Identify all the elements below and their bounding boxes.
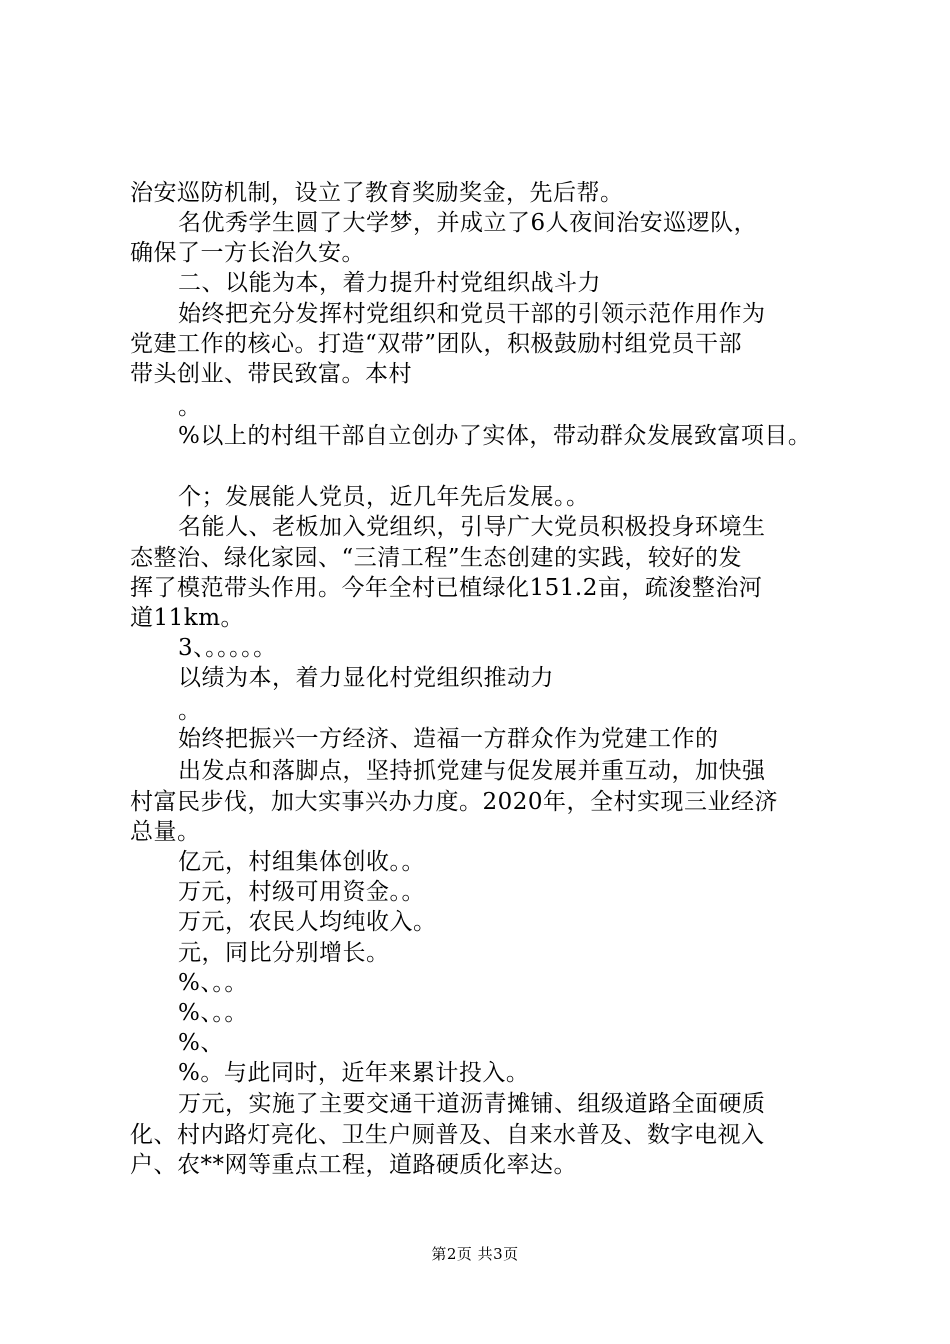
text-line: 挥了模范带头作用。今年全村已植绿化151.2亩，疏浚整治河 — [130, 575, 763, 601]
text-line: 化、村内路灯亮化、卫生户厕普及、自来水普及、数字电视入 — [130, 1122, 765, 1148]
text-line: 带头创业、带民致富。本村 — [130, 361, 412, 387]
text-line: 。 — [178, 698, 202, 724]
text-line: %以上的村组干部自立创办了实体，带动群众发展致富项目。 — [178, 423, 812, 449]
text-line: 3、。。。。。 — [178, 635, 277, 661]
text-line: %、 — [178, 1030, 224, 1056]
section-heading: 二、以能为本，着力提升村党组织战斗力 — [178, 270, 601, 296]
text-line: 名能人、老板加入党组织，引导广大党员积极投身环境生 — [178, 514, 766, 540]
page-footer: 第2页 共3页 — [431, 1245, 519, 1263]
text-line: 名优秀学生圆了大学梦，并成立了6人夜间治安巡逻队， — [178, 210, 758, 236]
text-line: 村富民步伐，加大实事兴办力度。2020年，全村实现三业经济 — [130, 789, 779, 815]
text-line: 元，同比分别增长。 — [178, 940, 390, 966]
text-line: 道11km。 — [130, 605, 245, 631]
text-line: 。 — [178, 394, 202, 420]
text-line: 万元，村级可用资金。。 — [178, 879, 425, 905]
text-line: 万元，实施了主要交通干道沥青摊铺、组级道路全面硬质 — [178, 1091, 766, 1117]
section-heading: 以绩为本，着力显化村党组织推动力 — [178, 665, 554, 691]
text-line: 态整治、绿化家园、“三清工程”生态创建的实践，较好的发 — [130, 545, 743, 571]
text-line: 确保了一方长治久安。 — [130, 240, 365, 266]
text-line: 亿元，村组集体创收。。 — [178, 849, 425, 875]
text-line: %、。。 — [178, 1000, 248, 1026]
text-line: 个；发展能人党员，近几年先后发展。。 — [178, 484, 590, 510]
text-line: 总量。 — [130, 819, 201, 845]
text-line: 户、农**网等重点工程，道路硬质化率达。 — [130, 1152, 577, 1178]
text-line: 万元，农民人均纯收入。 — [178, 909, 437, 935]
text-line: 始终把振兴一方经济、造福一方群众作为党建工作的 — [178, 726, 719, 752]
text-line: 党建工作的核心。打造“双带”团队，积极鼓励村组党员干部 — [130, 331, 743, 357]
text-line: 出发点和落脚点，坚持抓党建与促发展并重互动，加快强 — [178, 758, 766, 784]
text-line: 治安巡防机制，设立了教育奖励奖金，先后帮。 — [130, 180, 624, 206]
text-line: %、。。 — [178, 970, 248, 996]
text-line: %。与此同时，近年来累计投入。 — [178, 1060, 530, 1086]
text-line: 始终把充分发挥村党组织和党员干部的引领示范作用作为 — [178, 301, 766, 327]
